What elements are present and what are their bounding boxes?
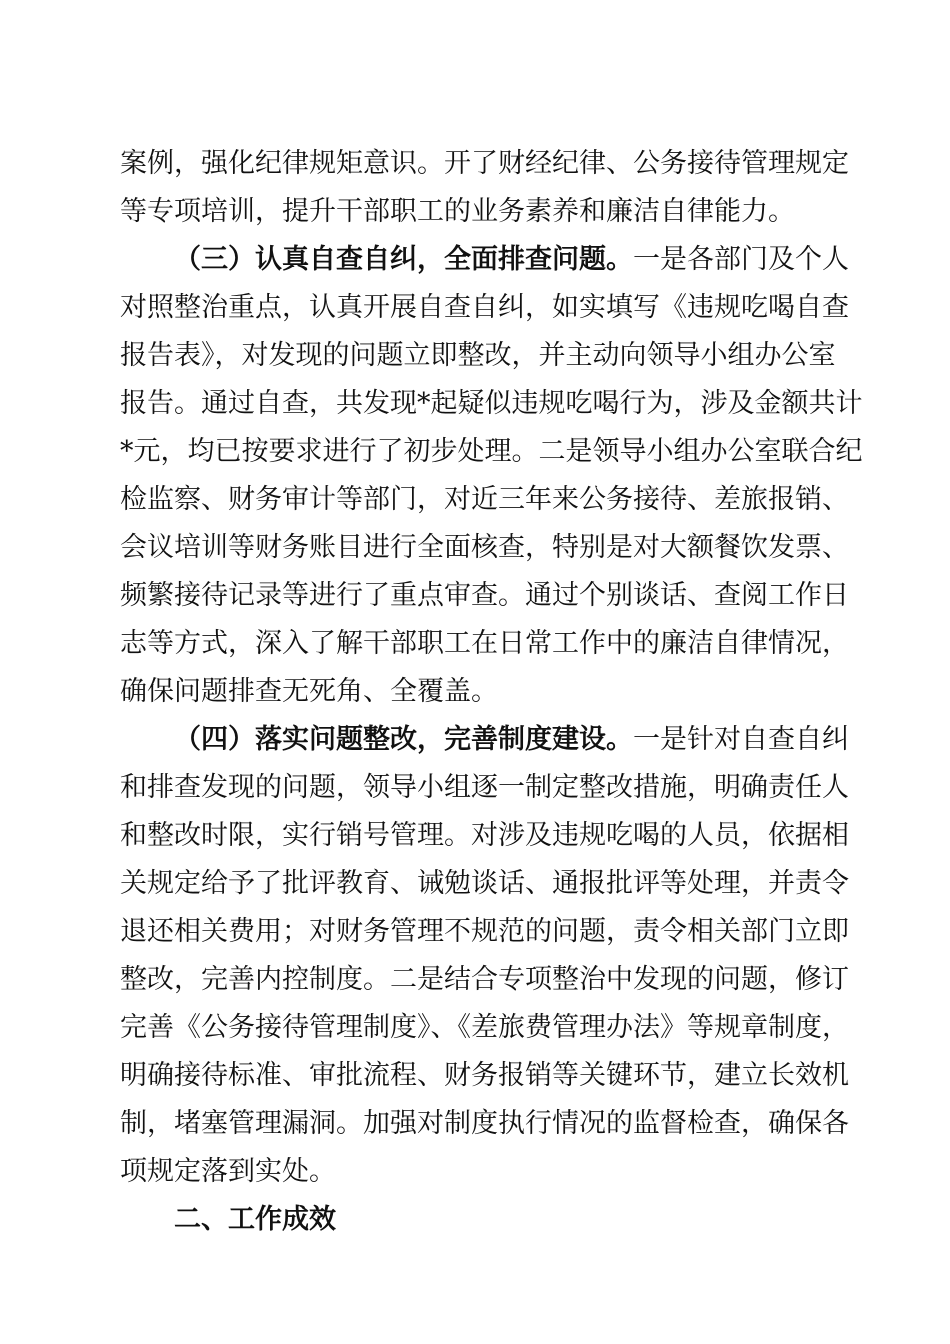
- body-text-line: 会议培训等财务账目进行全面核查，特别是对大额餐饮发票、: [120, 532, 849, 563]
- body-text-line: 检监察、财务审计等部门，对近三年来公务接待、差旅报销、: [120, 484, 849, 515]
- body-text-line: 关规定给予了批评教育、诫勉谈话、通报批评等处理，并责令: [120, 868, 849, 899]
- body-text-line: 项规定落到实处。: [120, 1156, 336, 1187]
- section-4-lead-text: 一是针对自查自纠: [633, 724, 849, 755]
- section-3-lead-text: 一是各部门及个人: [633, 244, 849, 275]
- body-text-line: 退还相关费用；对财务管理不规范的问题，责令相关部门立即: [120, 916, 849, 947]
- body-text-line: 整改，完善内控制度。二是结合专项整治中发现的问题，修订: [120, 964, 849, 995]
- body-text-line: 对照整治重点，认真开展自查自纠，如实填写《违规吃喝自查: [120, 292, 849, 323]
- body-text-line: 和整改时限，实行销号管理。对涉及违规吃喝的人员，依据相: [120, 820, 849, 851]
- body-text-line: 制，堵塞管理漏洞。加强对制度执行情况的监督检查，确保各: [120, 1108, 849, 1139]
- body-text-line: 报告。通过自查，共发现*起疑似违规吃喝行为，涉及金额共计: [120, 388, 863, 419]
- section-4-first-line: [174, 719, 849, 761]
- body-text-line: 案例，强化纪律规矩意识。开了财经纪律、公务接待管理规定: [120, 148, 849, 179]
- section-4-title: （四）落实问题整改，完善制度建设。: [174, 724, 633, 755]
- body-text-line: 等专项培训，提升干部职工的业务素养和廉洁自律能力。: [120, 196, 795, 227]
- section-3-first-line: [174, 239, 849, 281]
- section-heading: 二、工作成效: [174, 1204, 336, 1235]
- section-3-title: （三）认真自查自纠，全面排查问题。: [174, 244, 633, 275]
- body-text-line: 完善《公务接待管理制度》、《差旅费管理办法》等规章制度，: [120, 1012, 849, 1043]
- body-text-line: 频繁接待记录等进行了重点审查。通过个别谈话、查阅工作日: [120, 580, 849, 611]
- body-text-line: 确保问题排查无死角、全覆盖。: [120, 676, 498, 707]
- body-text-line: *元，均已按要求进行了初步处理。二是领导小组办公室联合纪: [120, 436, 863, 467]
- body-text-line: 志等方式，深入了解干部职工在日常工作中的廉洁自律情况，: [120, 628, 849, 659]
- body-text-line: 和排查发现的问题，领导小组逐一制定整改措施，明确责任人: [120, 772, 849, 803]
- body-text-line: 明确接待标准、审批流程、财务报销等关键环节，建立长效机: [120, 1060, 849, 1091]
- body-text-line: 报告表》，对发现的问题立即整改，并主动向领导小组办公室: [120, 340, 836, 371]
